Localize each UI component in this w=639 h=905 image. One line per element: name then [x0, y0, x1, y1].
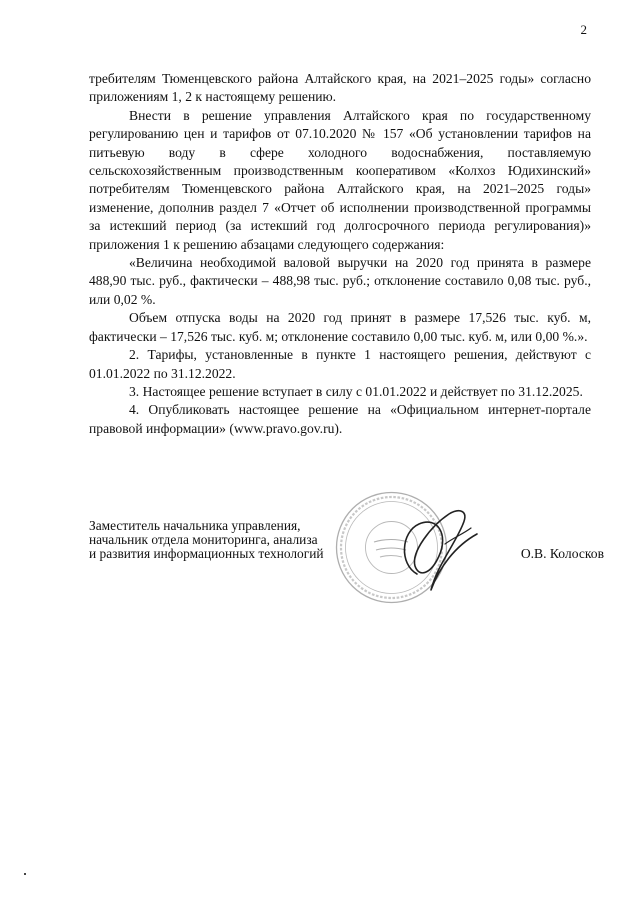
paragraph-item-4: 4. Опубликовать настоящее решение на «Официальном интернет-портале правовой информации» (www.pravo.gov.ru). — [89, 402, 591, 436]
paragraph-revenue: «Величина необходимой валовой выручки на 2020 год принята в размере 488,90 тыс. руб., фактически – 488,98 тыс. руб.; отклонение составило 0,08 тыс. руб., или 0,02 %. — [89, 255, 591, 307]
handwritten-signature — [379, 504, 489, 599]
signatory-name: О.В. Колосков — [520, 546, 604, 561]
paragraph-item-3: 3. Настоящее решение вступает в силу с 01.01.2022 и действует по 31.12.2025. — [129, 383, 583, 399]
paragraph-continuation: требителям Тюменцевского района Алтайского края, на 2021–2025 годы» согласно приложениям 1, 2 к настоящему решению. — [89, 71, 591, 105]
paragraph-item-2: 2. Тарифы, установленные в пункте 1 настоящего решения, действуют с 01.01.2022 по 31.12.2022. — [89, 347, 591, 381]
page-number: 2 — [580, 22, 587, 37]
signatory-position-line: и развития информационных технологий — [89, 546, 324, 561]
signatory-position-line: начальник отдела мониторинга, анализа — [89, 532, 318, 547]
scan-artifact — [24, 873, 26, 875]
paragraph-amendment: Внести в решение управления Алтайского края по государственному регулированию цен и тарифов от 07.10.2020 № 157 «Об установлении тарифов на питьевую воду в сфере холодного водоснабжения, поставляемую сельскохозяйственным производственным кооперативом «Колхоз Юдихинский» потребителям Тюменцевского района Алтайского края, на 2021–2025 годы» изменение, дополнив раздел 7 «Отчет об исполнении производственной программы за истекший период (за истекший год долгосрочного периода регулирования)» приложения 1 к решению абзацами следующего содержания: — [89, 107, 591, 252]
paragraph-water-volume: Объем отпуска воды на 2020 год принят в размере 17,526 тыс. куб. м, фактически – 17,526 тыс. куб. м; отклонение составило 0,00 тыс. куб. м, или 0,00 %.». — [89, 310, 591, 344]
signature-block — [89, 519, 604, 609]
document-body — [89, 70, 591, 438]
signatory-position-line: Заместитель начальника управления, — [89, 518, 301, 533]
